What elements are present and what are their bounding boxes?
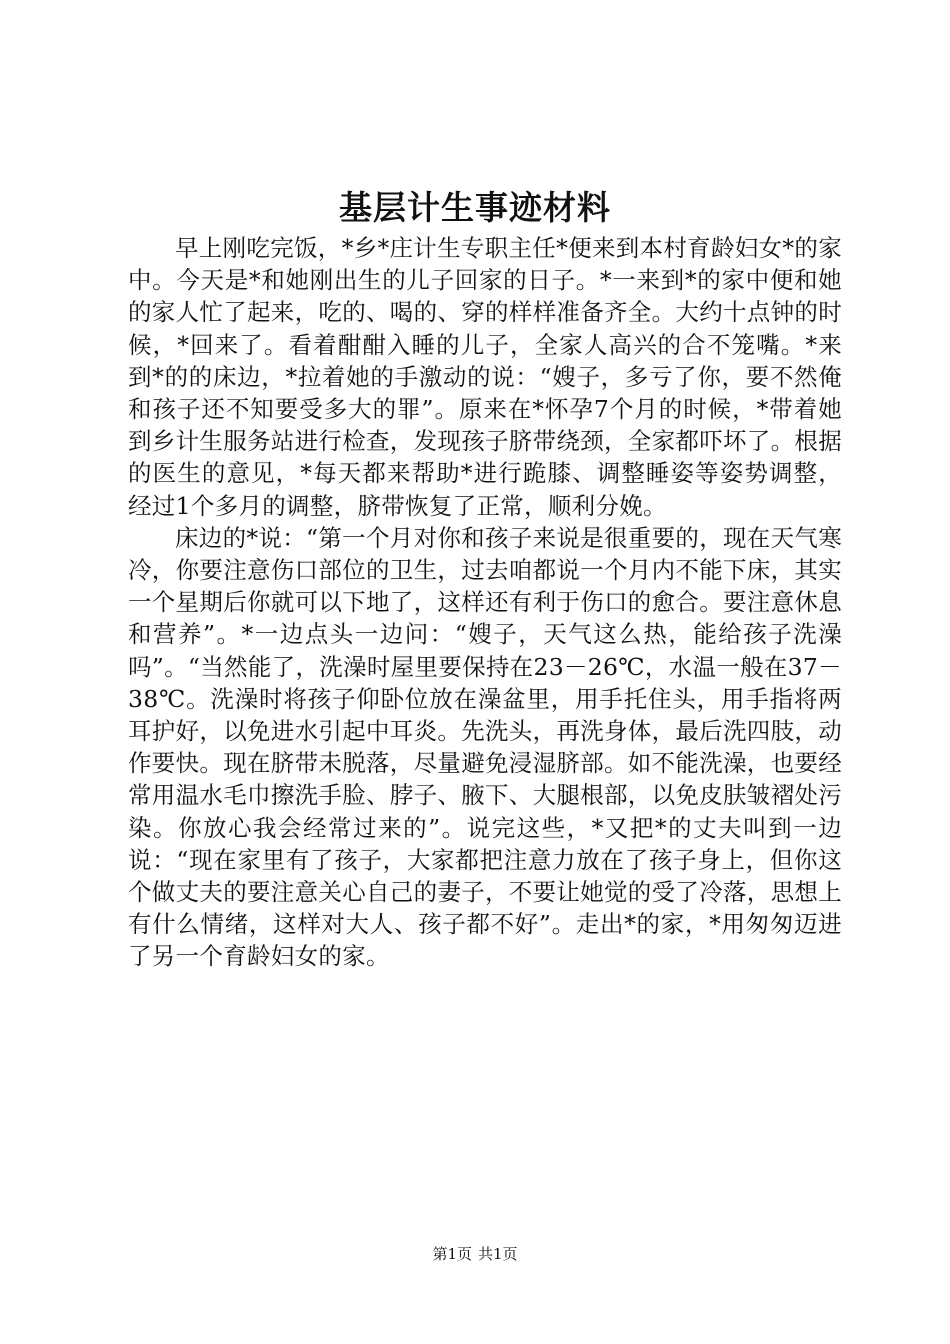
paragraph-2: 床边的*说：“第一个月对你和孩子来说是很重要的，现在天气寒冷，你要注意伤口部位的卫生，过去咱都说一个月内不能下床，其实一个星期后你就可以下地了，这样还有利于伤口的愈合。要注意休息和营养”。*一边点头一边问：“嫂子，天气这么热，能给孩子洗澡吗”。“当然能了，洗澡时屋里要保持在23－26℃，水温一般在37－38℃。洗澡时将孩子仰卧位放在澡盆里，用手托住头，用手指将两耳护好，以免进水引起中耳炎。先洗头，再洗身体，最后洗四肢，动作要快。现在脐带未脱落，尽量避免浸湿脐部。如不能洗澡，也要经常用温水毛巾擦洗手脸、脖子、腋下、大腿根部，以免皮肤皱褶处污染。你放心我会经常过来的”。说完这些，*又把*的丈夫叫到一边说：“现在家里有了孩子，大家都把注意力放在了孩子身上，但你这个做丈夫的要注意关心自己的妻子，不要让她觉的受了冷落，思想上有什么情绪，这样对大人、孩子都不好”。走出*的家，*用匆匆迈进了另一个育龄妇女的家。	[128, 523, 842, 971]
page-total: 共1页	[478, 1245, 518, 1263]
page-footer	[0, 1243, 950, 1265]
document-body	[128, 232, 842, 973]
document-title: 基层计生事迹材料	[339, 188, 611, 227]
page-number: 第1页	[432, 1245, 472, 1263]
paragraph-1: 早上刚吃完饭，*乡*庄计生专职主任*便来到本村育龄妇女*的家中。今天是*和她刚出生的儿子回家的日子。*一来到*的家中便和她的家人忙了起来，吃的、喝的、穿的样样准备齐全。大约十点钟的时候，*回来了。看着酣酣入睡的儿子，全家人高兴的合不笼嘴。*来到*的的床边，*拉着她的手激动的说：“嫂子，多亏了你，要不然俺和孩子还不知要受多大的罪”。原来在*怀孕7个月的时候，*带着她到乡计生服务站进行检查，发现孩子脐带绕颈，全家都吓坏了。根据的医生的意见，*每天都来帮助*进行跪膝、调整睡姿等姿势调整，经过1个多月的调整，脐带恢复了正常，顺利分娩。	[128, 234, 842, 520]
